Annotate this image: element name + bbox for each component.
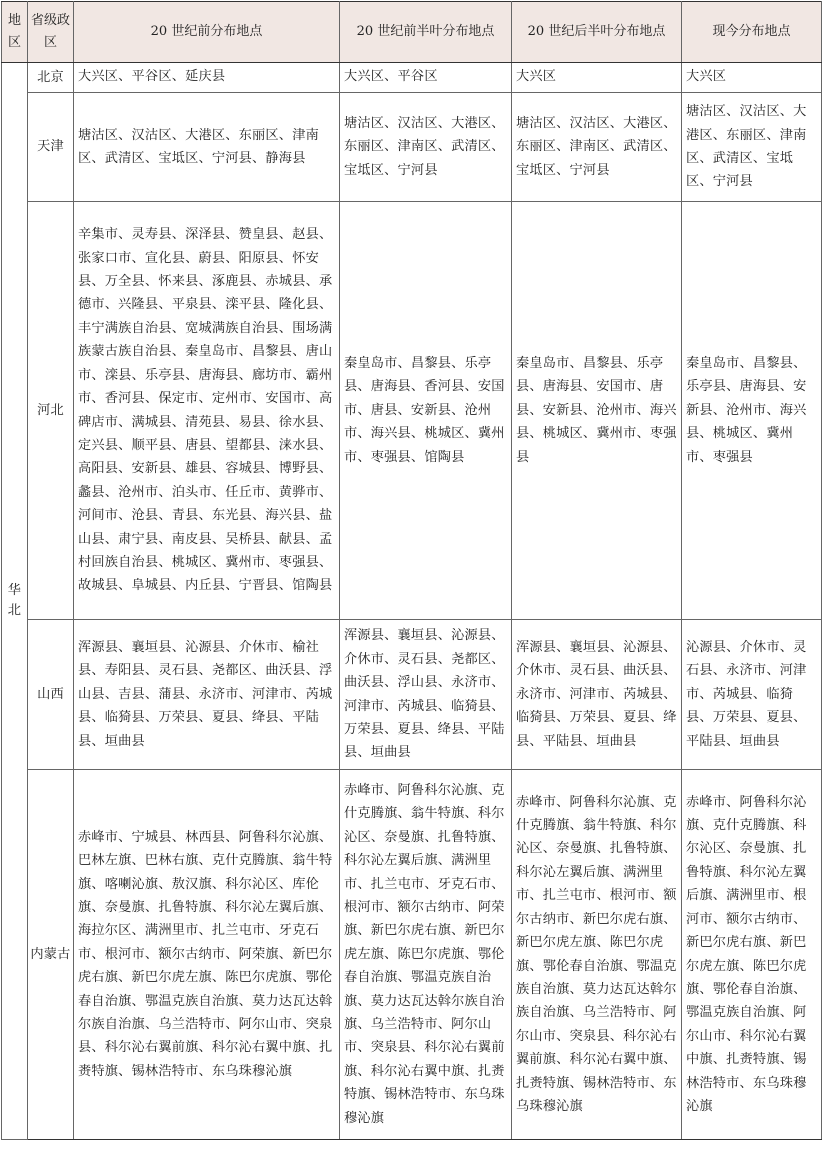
late20-cell: 大兴区: [512, 63, 682, 93]
pre20-cell: 赤峰市、宁城县、林西县、阿鲁科尔沁旗、巴林左旗、巴林右旗、克什克腾旗、翁牛特旗、喀喇沁旗、敖汉旗、科尔沁区、库伦旗、奈曼旗、扎鲁特旗、科尔沁左翼后旗、海拉尔区、满洲里市、扎兰屯市、牙克石市、根河市、额尔古纳市、阿荣旗、新巴尔虎右旗、新巴尔虎左旗、陈巴尔虎旗、鄂伦春自治旗、鄂温克族自治旗、莫力达瓦达斡尔族自治旗、乌兰浩特市、阿尔山市、突泉县、科尔沁右翼前旗、科尔沁右翼中旗、扎赉特旗、锡林浩特市、东乌珠穆沁旗: [74, 770, 340, 1140]
distribution-table: [1, 1, 822, 1140]
header-region: 地区: [2, 2, 28, 63]
early20-cell: 塘沽区、汉沽区、大港区、东丽区、津南区、武清区、宝坻区、宁河县: [340, 93, 512, 202]
pre20-cell: 大兴区、平谷区、延庆县: [74, 63, 340, 93]
header-current: 现今分布地点: [682, 2, 822, 63]
province-cell: 河北: [28, 202, 74, 620]
province-cell: 内蒙古: [28, 770, 74, 1140]
current-cell: 赤峰市、阿鲁科尔沁旗、克什克腾旗、科尔沁区、奈曼旗、扎鲁特旗、科尔沁左翼后旗、满洲里市、根河市、额尔古纳市、新巴尔虎右旗、新巴尔虎左旗、陈巴尔虎旗、鄂伦春自治旗、鄂温克族自治旗、阿尔山市、科尔沁右翼中旗、扎赉特旗、锡林浩特市、东乌珠穆沁旗: [682, 770, 822, 1140]
early20-cell: 大兴区、平谷区: [340, 63, 512, 93]
current-cell: 秦皇岛市、昌黎县、乐亭县、唐海县、安新县、沧州市、海兴县、桃城区、冀州市、枣强县: [682, 202, 822, 620]
table-row: [2, 63, 822, 93]
province-cell: 北京: [28, 63, 74, 93]
early20-cell: 浑源县、襄垣县、沁源县、介休市、灵石县、尧都区、曲沃县、浮山县、永济市、河津市、芮城县、临猗县、万荣县、夏县、绛县、平陆县、垣曲县: [340, 620, 512, 770]
header-early-20th-century: 20 世纪前半叶分布地点: [340, 2, 512, 63]
late20-cell: 塘沽区、汉沽区、大港区、东丽区、津南区、武清区、宝坻区、宁河县: [512, 93, 682, 202]
table-header-row: [2, 2, 822, 63]
table-row: [2, 202, 822, 620]
table-row: [2, 93, 822, 202]
late20-cell: 浑源县、襄垣县、沁源县、介休市、灵石县、曲沃县、永济市、河津市、芮城县、临猗县、万荣县、夏县、绛县、平陆县、垣曲县: [512, 620, 682, 770]
header-late-20th-century: 20 世纪后半叶分布地点: [512, 2, 682, 63]
pre20-cell: 塘沽区、汉沽区、大港区、东丽区、津南区、武清区、宝坻区、宁河县、静海县: [74, 93, 340, 202]
table-row: [2, 620, 822, 770]
region-cell: 华北: [2, 63, 28, 1140]
current-cell: 沁源县、介休市、灵石县、永济市、河津市、芮城县、临猗县、万荣县、夏县、平陆县、垣曲县: [682, 620, 822, 770]
province-cell: 天津: [28, 93, 74, 202]
header-pre-20th-century: 20 世纪前分布地点: [74, 2, 340, 63]
province-cell: 山西: [28, 620, 74, 770]
pre20-cell: 浑源县、襄垣县、沁源县、介休市、榆社县、寿阳县、灵石县、尧都区、曲沃县、浮山县、吉县、蒲县、永济市、河津市、芮城县、临猗县、万荣县、夏县、绛县、平陆县、垣曲县: [74, 620, 340, 770]
early20-cell: 秦皇岛市、昌黎县、乐亭县、唐海县、香河县、安国市、唐县、安新县、沧州市、海兴县、桃城区、冀州市、枣强县、馆陶县: [340, 202, 512, 620]
late20-cell: 秦皇岛市、昌黎县、乐亭县、唐海县、安国市、唐县、安新县、沧州市、海兴县、桃城区、冀州市、枣强县: [512, 202, 682, 620]
current-cell: 大兴区: [682, 63, 822, 93]
late20-cell: 赤峰市、阿鲁科尔沁旗、克什克腾旗、翁牛特旗、科尔沁区、奈曼旗、扎鲁特旗、科尔沁左翼后旗、满洲里市、扎兰屯市、根河市、额尔古纳市、新巴尔虎右旗、新巴尔虎左旗、陈巴尔虎旗、鄂伦春自治旗、鄂温克族自治旗、莫力达瓦达斡尔族自治旗、乌兰浩特市、阿尔山市、突泉县、科尔沁右翼前旗、科尔沁右翼中旗、扎赉特旗、锡林浩特市、东乌珠穆沁旗: [512, 770, 682, 1140]
table-row: [2, 770, 822, 1140]
header-province: 省级政区: [28, 2, 74, 63]
pre20-cell: 辛集市、灵寿县、深泽县、赞皇县、赵县、张家口市、宣化县、蔚县、阳原县、怀安县、万全县、怀来县、涿鹿县、赤城县、承德市、兴隆县、平泉县、滦平县、隆化县、丰宁满族自治县、宽城满族自治县、围场满族蒙古族自治县、秦皇岛市、昌黎县、唐山市、滦县、乐亭县、唐海县、廊坊市、霸州市、香河县、保定市、定州市、安国市、高碑店市、满城县、清苑县、易县、徐水县、定兴县、顺平县、唐县、望都县、涞水县、高阳县、安新县、雄县、容城县、博野县、蠡县、沧州市、泊头市、任丘市、黄骅市、河间市、沧县、青县、东光县、海兴县、盐山县、肃宁县、南皮县、吴桥县、献县、孟村回族自治县、桃城区、冀州市、枣强县、故城县、阜城县、内丘县、宁晋县、馆陶县: [74, 202, 340, 620]
early20-cell: 赤峰市、阿鲁科尔沁旗、克什克腾旗、翁牛特旗、科尔沁区、奈曼旗、扎鲁特旗、科尔沁左翼后旗、满洲里市、扎兰屯市、牙克石市、根河市、额尔古纳市、阿荣旗、新巴尔虎右旗、新巴尔虎左旗、陈巴尔虎旗、鄂伦春自治旗、鄂温克族自治旗、莫力达瓦达斡尔族自治旗、乌兰浩特市、阿尔山市、突泉县、科尔沁右翼前旗、科尔沁右翼中旗、扎赉特旗、锡林浩特市、东乌珠穆沁旗: [340, 770, 512, 1140]
current-cell: 塘沽区、汉沽区、大港区、东丽区、津南区、武清区、宝坻区、宁河县: [682, 93, 822, 202]
